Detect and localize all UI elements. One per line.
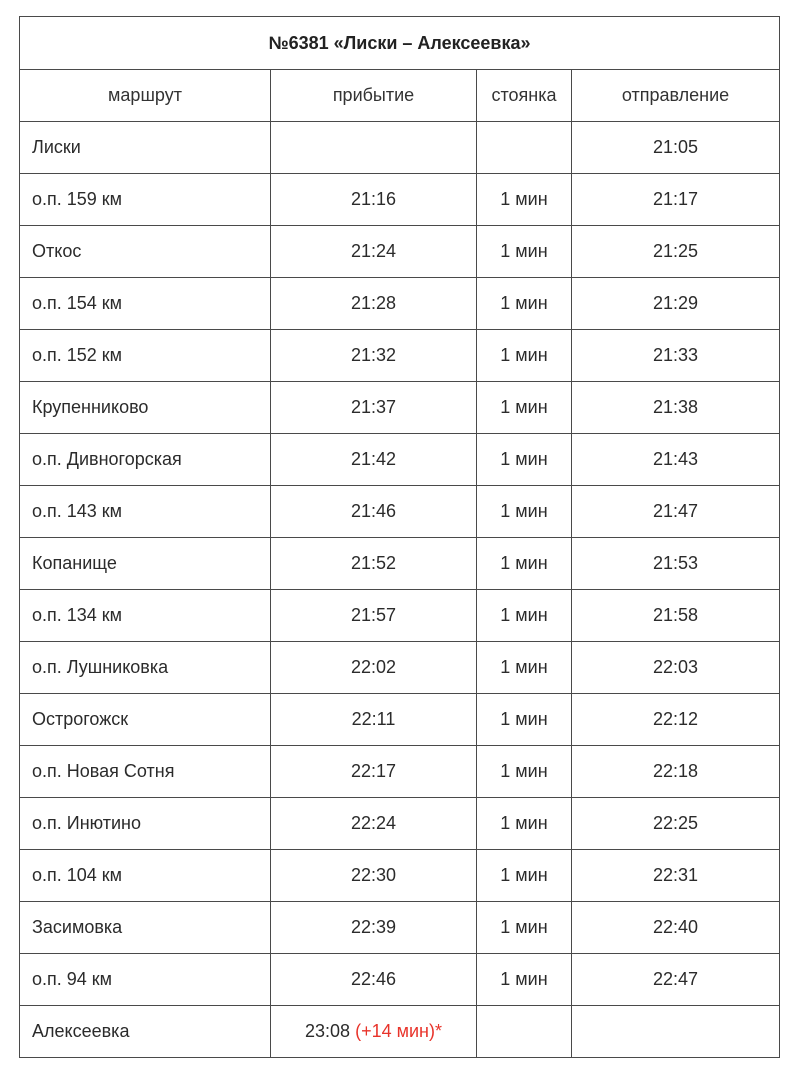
arrival-time: 22:24	[271, 798, 477, 850]
arrival-time-value: 23:08	[305, 1021, 351, 1041]
table-row	[20, 798, 780, 850]
departure-time: 21:29	[572, 278, 780, 330]
header-route: маршрут	[20, 70, 271, 122]
station-name: о.п. 154 км	[20, 278, 271, 330]
stop-duration: 1 мин	[477, 798, 572, 850]
departure-time: 21:58	[572, 590, 780, 642]
station-name: о.п. Инютино	[20, 798, 271, 850]
arrival-time: 21:46	[271, 486, 477, 538]
station-name: о.п. 159 км	[20, 174, 271, 226]
station-name: Алексеевка	[20, 1006, 271, 1058]
stop-duration: 1 мин	[477, 486, 572, 538]
table-row	[20, 434, 780, 486]
arrival-time: 22:30	[271, 850, 477, 902]
station-name: Крупенниково	[20, 382, 271, 434]
title-row	[20, 17, 780, 70]
arrival-time: 21:24	[271, 226, 477, 278]
header-departure: отправление	[572, 70, 780, 122]
table-row	[20, 850, 780, 902]
header-row	[20, 70, 780, 122]
departure-time: 22:31	[572, 850, 780, 902]
table-row	[20, 746, 780, 798]
arrival-time: 22:39	[271, 902, 477, 954]
table-row-final	[20, 1006, 780, 1058]
station-name: о.п. Дивногорская	[20, 434, 271, 486]
arrival-time: 21:16	[271, 174, 477, 226]
table-row	[20, 590, 780, 642]
departure-time: 22:47	[572, 954, 780, 1006]
table-row	[20, 382, 780, 434]
arrival-time: 21:57	[271, 590, 477, 642]
stop-duration	[477, 122, 572, 174]
stop-duration	[477, 1006, 572, 1058]
schedule-body	[20, 122, 780, 1006]
stop-duration: 1 мин	[477, 850, 572, 902]
station-name: Острогожск	[20, 694, 271, 746]
station-name: о.п. Лушниковка	[20, 642, 271, 694]
departure-time: 22:40	[572, 902, 780, 954]
stop-duration: 1 мин	[477, 226, 572, 278]
delay-note: (+14 мин)*	[355, 1021, 442, 1041]
table-row	[20, 174, 780, 226]
departure-time: 22:03	[572, 642, 780, 694]
stop-duration: 1 мин	[477, 330, 572, 382]
stop-duration: 1 мин	[477, 590, 572, 642]
arrival-time: 21:28	[271, 278, 477, 330]
stop-duration: 1 мин	[477, 538, 572, 590]
departure-time: 22:18	[572, 746, 780, 798]
station-name: Копанище	[20, 538, 271, 590]
stop-duration: 1 мин	[477, 902, 572, 954]
arrival-time: 22:02	[271, 642, 477, 694]
arrival-time: 21:32	[271, 330, 477, 382]
station-name: о.п. 143 км	[20, 486, 271, 538]
stop-duration: 1 мин	[477, 954, 572, 1006]
stop-duration: 1 мин	[477, 694, 572, 746]
departure-time: 22:12	[572, 694, 780, 746]
departure-time: 21:47	[572, 486, 780, 538]
station-name: о.п. 152 км	[20, 330, 271, 382]
departure-time: 21:05	[572, 122, 780, 174]
station-name: о.п. Новая Сотня	[20, 746, 271, 798]
stop-duration: 1 мин	[477, 174, 572, 226]
arrival-time	[271, 122, 477, 174]
table-row	[20, 330, 780, 382]
table-title: №6381 «Лиски – Алексеевка»	[20, 17, 780, 70]
table-row	[20, 278, 780, 330]
arrival-time: 21:37	[271, 382, 477, 434]
arrival-time: 22:46	[271, 954, 477, 1006]
departure-time: 21:53	[572, 538, 780, 590]
departure-time: 21:25	[572, 226, 780, 278]
arrival-time: 22:17	[271, 746, 477, 798]
table-row	[20, 902, 780, 954]
arrival-time: 22:11	[271, 694, 477, 746]
stop-duration: 1 мин	[477, 642, 572, 694]
station-name: Лиски	[20, 122, 271, 174]
station-name: о.п. 94 км	[20, 954, 271, 1006]
table-row	[20, 226, 780, 278]
station-name: Засимовка	[20, 902, 271, 954]
stop-duration: 1 мин	[477, 382, 572, 434]
table-row	[20, 538, 780, 590]
departure-time: 21:43	[572, 434, 780, 486]
stop-duration: 1 мин	[477, 278, 572, 330]
table-row	[20, 486, 780, 538]
header-stop: стоянка	[477, 70, 572, 122]
schedule-table	[19, 16, 780, 1058]
table-row	[20, 694, 780, 746]
departure-time: 21:38	[572, 382, 780, 434]
station-name: о.п. 134 км	[20, 590, 271, 642]
table-row	[20, 954, 780, 1006]
station-name: о.п. 104 км	[20, 850, 271, 902]
arrival-time: 21:42	[271, 434, 477, 486]
departure-time: 22:25	[572, 798, 780, 850]
stop-duration: 1 мин	[477, 746, 572, 798]
station-name: Откос	[20, 226, 271, 278]
table-row	[20, 642, 780, 694]
header-arrival: прибытие	[271, 70, 477, 122]
arrival-time	[271, 1006, 477, 1058]
departure-time: 21:17	[572, 174, 780, 226]
arrival-time: 21:52	[271, 538, 477, 590]
table-row	[20, 122, 780, 174]
stop-duration: 1 мин	[477, 434, 572, 486]
departure-time	[572, 1006, 780, 1058]
departure-time: 21:33	[572, 330, 780, 382]
